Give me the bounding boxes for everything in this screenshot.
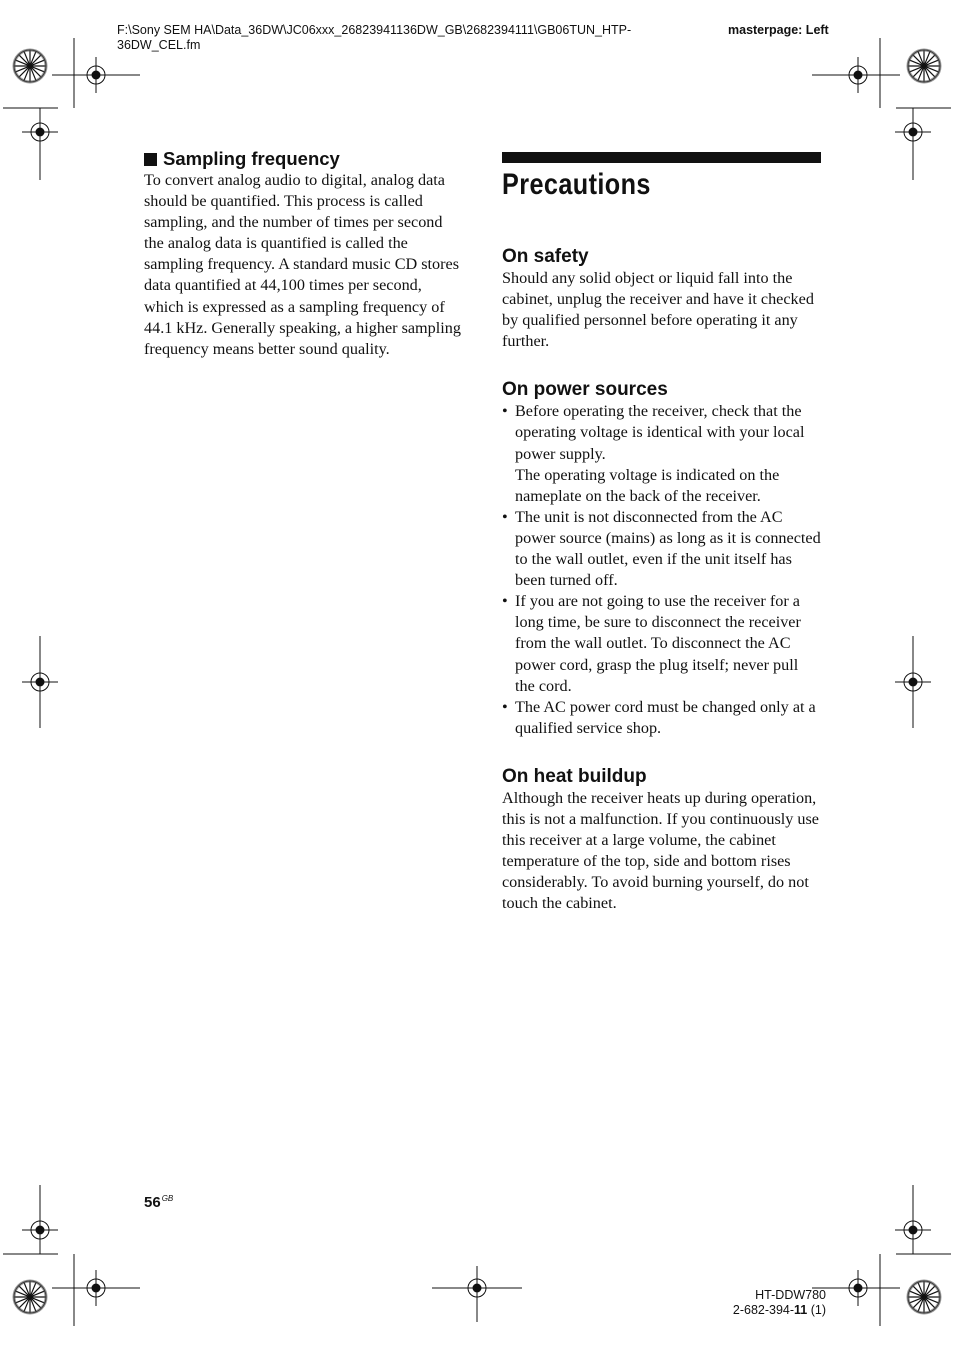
part-number — [700, 1303, 826, 1318]
part-number-prefix: 2-682-394- — [732, 1303, 795, 1317]
file-path-header: F:\Sony SEM HA\Data_36DW\JC06xxx_26823941136DW_GB\2682394111\GB06TUN_HTP-36DW_CEL.fm — [117, 23, 632, 52]
list-item-text: The AC power cord must be changed only at a qualified service shop. — [515, 697, 816, 737]
square-bullet-icon — [144, 153, 157, 166]
list-item — [502, 507, 822, 591]
model-number: HT-DDW780 — [755, 1288, 826, 1302]
sampling-heading — [144, 148, 464, 170]
list-item-text: The unit is not disconnected from the AC power source (mains) as long as it is connected to the wall outlet, even if the unit itself has been turned off. — [515, 507, 821, 590]
list-item — [502, 591, 822, 696]
power-list — [502, 401, 822, 739]
part-number-suffix: (1) — [807, 1303, 826, 1317]
page-number-suffix: GB — [161, 1194, 174, 1203]
model-info — [700, 1288, 826, 1318]
bullet-icon: • — [502, 507, 508, 526]
list-item — [502, 697, 822, 739]
power-heading: On power sources — [502, 379, 668, 401]
safety-heading: On safety — [502, 246, 589, 267]
left-column — [144, 148, 464, 360]
masterpage-label: masterpage: Left — [728, 23, 829, 37]
right-column — [502, 152, 822, 914]
page-number-value: 56 — [144, 1194, 161, 1211]
bullet-icon: • — [502, 402, 508, 421]
list-item-text: If you are not going to use the receiver for a long time, be sure to disconnect the receiver from the wall outlet. To disconnect the AC power cord, grasp the plug itself; never pull the cord. — [515, 592, 801, 695]
bullet-icon: • — [502, 592, 508, 611]
sampling-heading-text: Sampling frequency — [163, 148, 340, 169]
sampling-body: To convert analog audio to digital, analog data should be quantified. This process is called sampling, and the number of times per second the analog data is quantified is called the sampling frequency. A standard music CD stores data quantified at 44,100 times per second, which is expressed as a sampling frequency of 44.1 kHz. Generally speaking, a higher sampling frequency means better sound quality. — [144, 171, 461, 358]
page-title: Precautions — [502, 168, 651, 201]
bullet-icon: • — [502, 697, 508, 716]
heat-body: Although the receiver heats up during operation, this is not a malfunction. If you continuously use this receiver at a large volume, the cabinet temperature of the top, side and bottom rises considerably. To avoid burning yourself, do not touch the cabinet. — [502, 788, 819, 913]
page-number — [144, 1194, 173, 1211]
list-item-text: Before operating the receiver, check that the operating voltage is identical with your local power supply. — [515, 402, 805, 463]
title-rule — [502, 152, 821, 163]
heat-heading: On heat buildup — [502, 765, 647, 787]
part-number-bold: 11 — [794, 1303, 808, 1317]
list-item — [502, 401, 822, 506]
safety-body: Should any solid object or liquid fall into the cabinet, unplug the receiver and have it checked by qualified personnel before operating it any further. — [502, 269, 814, 351]
list-item-note: The operating voltage is indicated on the nameplate on the back of the receiver. — [515, 465, 780, 505]
